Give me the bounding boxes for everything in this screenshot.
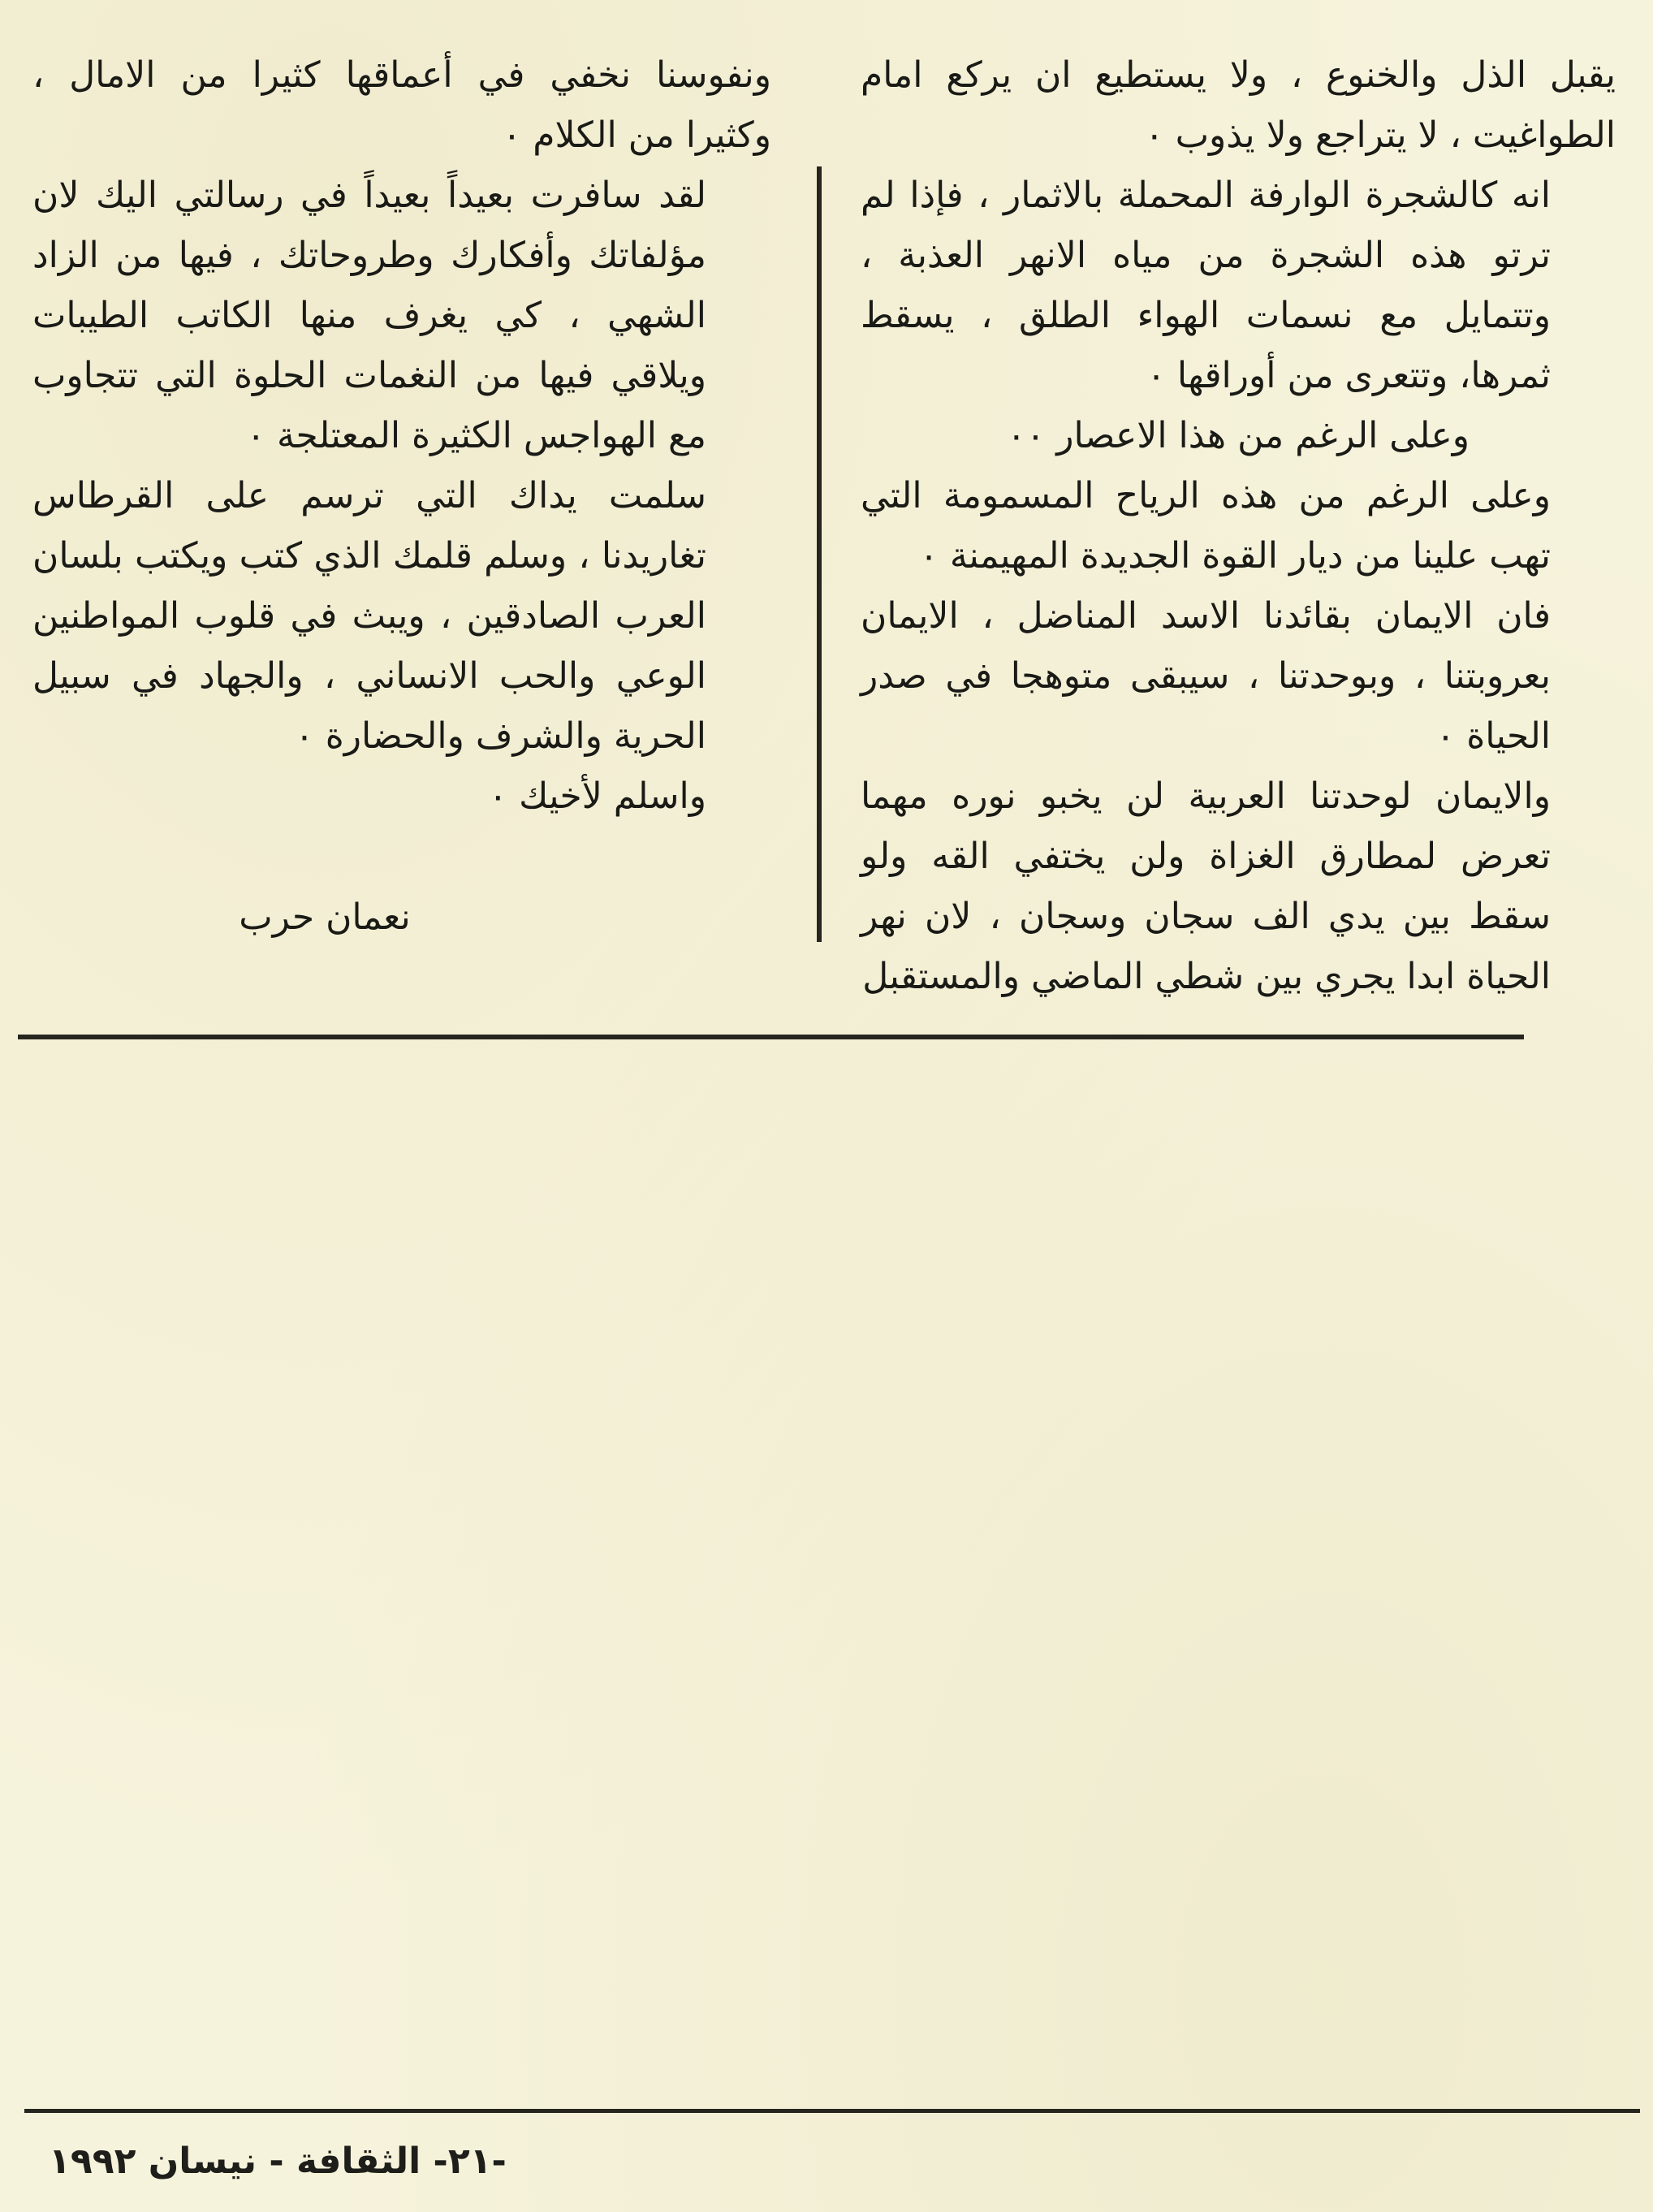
paragraph: وعلى الرغم من هذه الرياح المسمومة التي تهب علينا من ديار القوة الجديدة المهيمنة ٠	[861, 475, 1551, 577]
paragraph: لقد سافرت بعيداً بعيداً في رسالتي اليك لان مؤلفاتك وأفكارك وطروحاتك ، فيها من الزاد الشهي ، كي يغرف منها الكاتب الطيبات ويلاقي فيها من النغمات الحلوة التي تتجاوب مع الهواجس الكثيرة المعتلجة ٠	[32, 175, 706, 456]
paragraph: وعلى الرغم من هذا الاعصار ٠٠	[1006, 415, 1470, 456]
author-signature: نعمان حرب	[239, 896, 411, 938]
paragraph: سلمت يداك التي ترسم على القرطاس تغاريدنا ، وسلم قلمك الذي كتب ويكتب بلسان العرب الصادقين ، ويبث في قلوب المواطنين الوعي والحب الانساني ، والجهاد في سبيل الحرية والشرف والحضارة ٠	[32, 475, 706, 757]
paragraph: انه كالشجرة الوارفة المحملة بالاثمار ، فإذا لم ترتو هذه الشجرة من مياه الانهر العذبة ، وتتمايل مع نسمات الهواء الطلق ، يسقط ثمرها، وتتعرى من أوراقها ٠	[861, 175, 1551, 396]
paragraph: والايمان لوحدتنا العربية لن يخبو نوره مهما تعرض لمطارق الغزاة ولن يختفي القه ولو سقط بين يدي الف سجان وسجان ، لان نهر الحياة ابدا يجري بين شطي الماضي والمستقبل	[861, 775, 1551, 997]
section-divider-rule	[18, 1035, 1524, 1039]
right-text-column	[861, 45, 1616, 1007]
footer-rule	[24, 2109, 1640, 2113]
paragraph: يقبل الذل والخنوع ، ولا يستطيع ان يركع امام الطواغيت ، لا يتراجع ولا يذوب ٠	[861, 54, 1616, 156]
paragraph: فان الايمان بقائدنا الاسد المناضل ، الايمان بعروبتنا ، وبوحدتنا ، سيبقى متوهجا في صدر الحياة ٠	[861, 595, 1551, 757]
column-divider	[817, 166, 822, 942]
page-footer: -٢١- الثقافة - نيسان ١٩٩٢	[49, 2141, 507, 2182]
left-text-column	[32, 45, 771, 827]
paragraph: واسلم لأخيك ٠	[488, 775, 706, 817]
paragraph: ونفوسنا نخفي في أعماقها كثيرا من الامال ، وكثيرا من الكلام ٠	[32, 54, 771, 156]
